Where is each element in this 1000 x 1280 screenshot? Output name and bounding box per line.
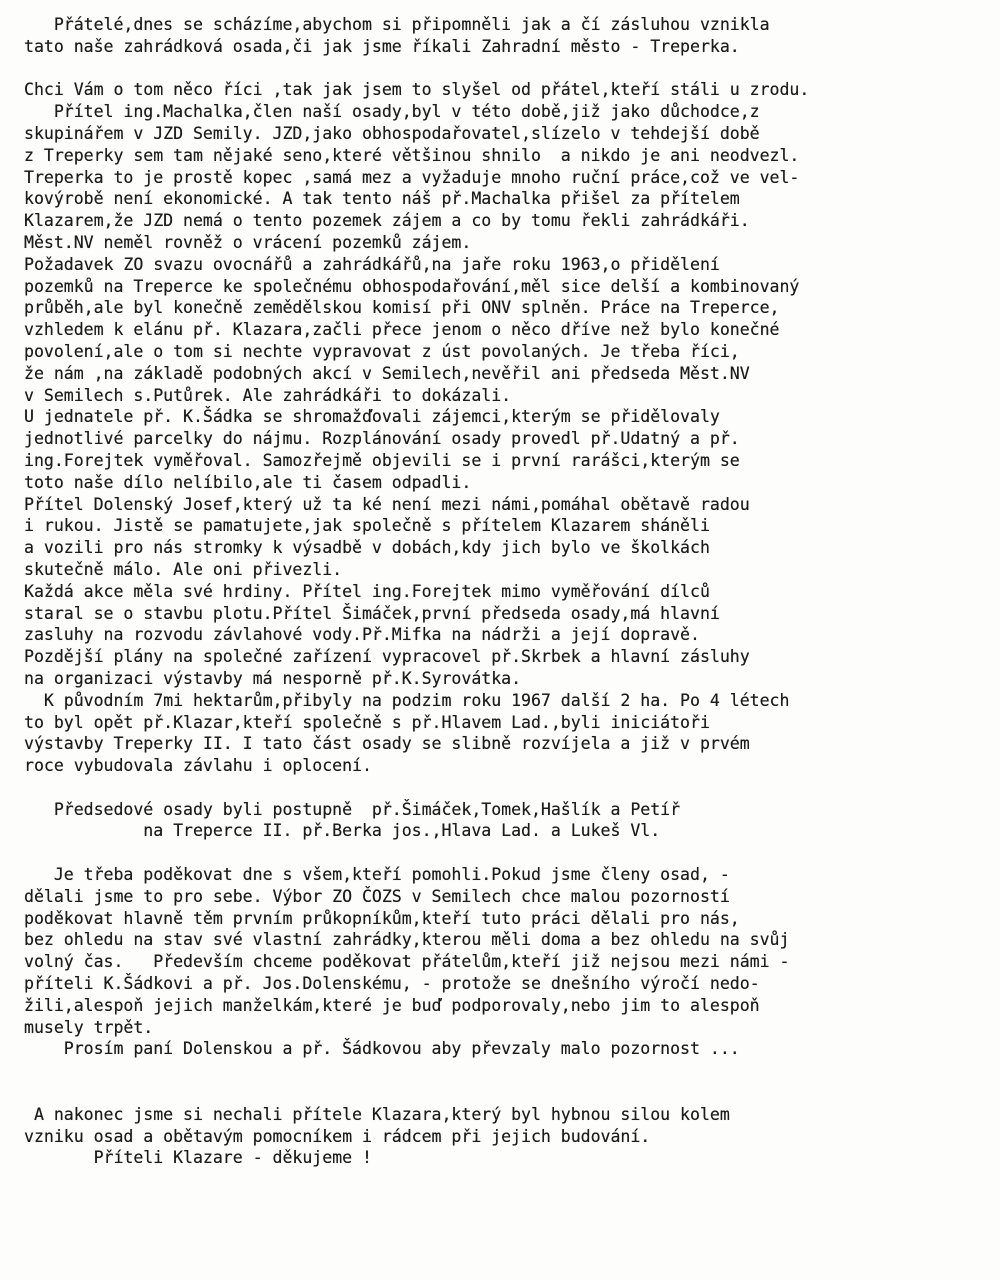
- text-line: jednotlivé parcelky do nájmu. Rozplánování osady provedl př.Udatný a př.: [24, 429, 740, 449]
- text-line: skutečně málo. Ale oni přivezli.: [24, 559, 343, 579]
- text-line: Chci Vám o tom něco říci ,tak jak jsem to slyšel od přátel,kteří stáli u zrodu.: [24, 80, 810, 100]
- text-line: Předsedové osady byli postupně př.Šimáček,Tomek,Hašlík a Petíř: [24, 799, 681, 819]
- text-line: bez ohledu na stav své vlastní zahrádky,kterou měli doma a bez ohledu na svůj: [24, 930, 790, 950]
- text-line: to byl opět př.Klazar,kteří společně s př.Hlavem Lad.,byli iniciátoři: [24, 712, 710, 732]
- text-line: žili,alespoň jejich manželkám,které je buď podporovaly,nebo jim to alespoň: [24, 995, 760, 1015]
- document-body: [24, 14, 984, 1169]
- text-line: Pozdější plány na společné zařízení vypracovel př.Skrbek a hlavní zásluhy: [24, 647, 750, 667]
- text-line: Přítel ing.Machalka,člen naší osady,byl v této době,již jako důchodce,z: [24, 102, 760, 122]
- text-line: skupinářem v JZD Semily. JZD,jako obhospodařovatel,slízelo v tehdejší době: [24, 123, 760, 143]
- blank-line: [24, 58, 984, 80]
- blank-line: [24, 777, 984, 799]
- text-line: výstavby Treperky II. I tato část osady se slibně rozvíjela a již v prvém: [24, 734, 750, 754]
- text-line: příteli K.Šádkovi a př. Jos.Dolenskému, - protože se dnešního výročí nedo-: [24, 974, 760, 994]
- text-line: průběh,ale byl konečně zemědělskou komisí při ONV splněn. Práce na Treperce,: [24, 298, 780, 318]
- text-line: a vozili pro nás stromky k výsadbě v dobách,kdy jich bylo ve školkách: [24, 538, 710, 558]
- text-line: na organizaci výstavby má nesporně př.K.Syrovátka.: [24, 668, 522, 688]
- text-line: Měst.NV neměl rovněž o vrácení pozemků zájem.: [24, 232, 472, 252]
- text-line: A nakonec jsme si nechali přítele Klazara,který byl hybnou silou kolem: [24, 1104, 730, 1124]
- text-line: zasluhy na rozvodu závlahové vody.Př.Mifka na nádrži a její dopravě.: [24, 625, 700, 645]
- text-line: na Treperce II. př.Berka jos.,Hlava Lad. a Lukeš Vl.: [24, 821, 661, 841]
- text-line: dělali jsme to pro sebe. Výbor ZO ČOZS v Semilech chce malou pozorností: [24, 886, 730, 906]
- text-line: Přítel Dolenský Josef,který už ta ké není mezi námi,pomáhal obětavě radou: [24, 494, 750, 514]
- text-line: U jednatele př. K.Šádka se shromažďovali zájemci,kterým se přidělovaly: [24, 407, 720, 427]
- text-line: Treperka to je prostě kopec ,samá mez a vyžaduje mnoho ruční práce,což ve vel-: [24, 167, 800, 187]
- text-line: ing.Forejtek vyměřoval. Samozřejmě objevili se i první rarášci,kterým se: [24, 450, 740, 470]
- text-line: z Treperky sem tam nějaké seno,které většinou shnilo a nikdo je ani neodvezl.: [24, 145, 800, 165]
- text-line: musely trpět.: [24, 1017, 154, 1037]
- text-line: vzhledem k elánu př. Klazara,začli přece jenom o něco dříve než bylo konečné: [24, 320, 780, 340]
- text-line: i rukou. Jistě se pamatujete,jak společně s přítelem Klazarem sháněli: [24, 516, 710, 536]
- text-line: tato naše zahrádková osada,či jak jsme říkali Zahradní město - Treperka.: [24, 36, 740, 56]
- text-line: volný čas. Především chceme poděkovat přátelům,kteří již nejsou mezi námi -: [24, 952, 790, 972]
- text-line: staral se o stavbu plotu.Přítel Šimáček,první předseda osady,má hlavní: [24, 603, 720, 623]
- text-line: K původním 7mi hektarům,přibyly na podzim roku 1967 další 2 ha. Po 4 létech: [24, 690, 790, 710]
- text-line: Prosím paní Dolenskou a př. Šádkovou aby převzaly malo pozornost ...: [24, 1039, 740, 1059]
- text-line: pozemků na Treperce ke společnému obhospodařování,měl sice delší a kombinovaný: [24, 276, 800, 296]
- text-line: Příteli Klazare - děkujeme !: [24, 1148, 372, 1168]
- text-line: Každá akce měla své hrdiny. Přítel ing.Forejtek mimo vyměřování dílců: [24, 581, 710, 601]
- text-line: v Semilech s.Putůrek. Ale zahrádkáři to dokázali.: [24, 385, 512, 405]
- text-line: Požadavek ZO svazu ovocnářů a zahrádkářů,na jaře roku 1963,o přidělení: [24, 254, 720, 274]
- text-line: Klazarem,že JZD nemá o tento pozemek zájem a co by tomu řekli zahrádkáři.: [24, 211, 750, 231]
- text-line: toto naše dílo nelíbilo,ale ti časem odpadli.: [24, 472, 472, 492]
- blank-line: [24, 842, 984, 864]
- text-line: roce vybudovala závlahu i oplocení.: [24, 756, 372, 776]
- blank-line: [24, 1082, 984, 1104]
- text-line: Je třeba poděkovat dne s všem,kteří pomohli.Pokud jsme členy osad, -: [24, 865, 730, 885]
- text-line: vzniku osad a obětavým pomocníkem i rádcem při jejich budování.: [24, 1126, 651, 1146]
- text-line: poděkovat hlavně těm prvním průkopníkům,kteří tuto práci dělali pro nás,: [24, 908, 740, 928]
- text-line: povolení,ale o tom si nechte vypravovat z úst povolaných. Je třeba říci,: [24, 341, 740, 361]
- blank-line: [24, 1060, 984, 1082]
- text-line: kovýrobě není ekonomické. A tak tento náš př.Machalka přišel za přítelem: [24, 189, 740, 209]
- text-line: že nám ,na základě podobných akcí v Semilech,nevěřil ani předseda Měst.NV: [24, 363, 750, 383]
- text-line: Přátelé,dnes se scházíme,abychom si připomněli jak a čí zásluhou vznikla: [24, 15, 770, 34]
